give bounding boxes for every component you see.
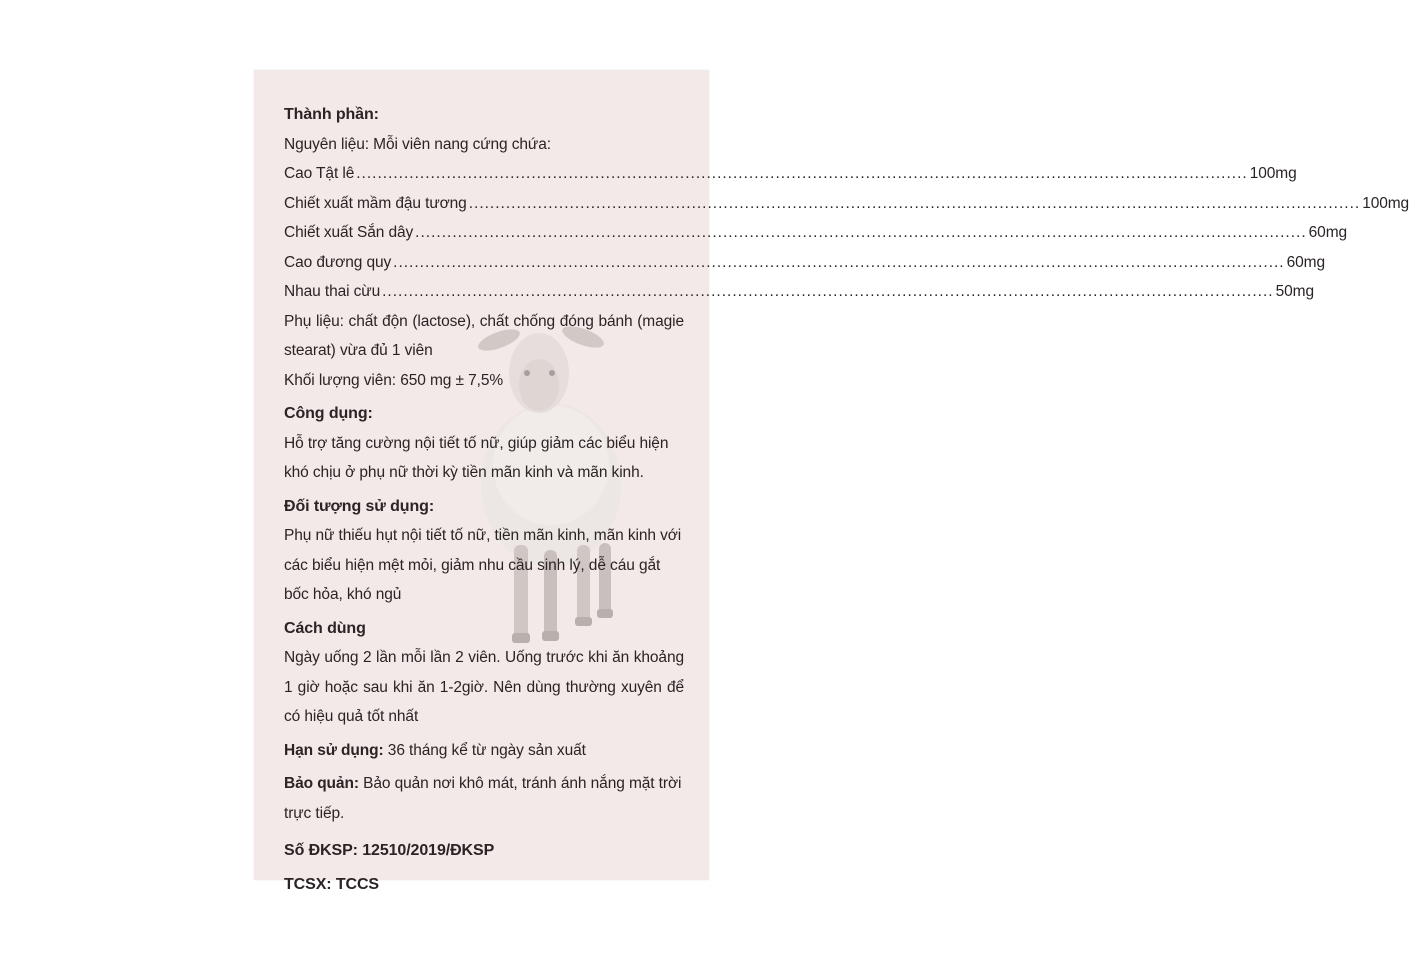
ingredient-name: Chiết xuất mầm đậu tương [284, 194, 467, 212]
ingredient-amount: 50mg [1275, 283, 1314, 300]
label-text [284, 100, 1409, 899]
registration-number: Số ĐKSP: 12510/2019/ĐKSP [284, 842, 495, 859]
ingredient-row [284, 159, 1297, 189]
ingredients-heading: Thành phần: [284, 106, 379, 123]
ingredient-name: Chiết xuất Sắn dây [284, 224, 414, 241]
ingredient-row [284, 189, 1409, 219]
usage-heading: Cách dùng [284, 619, 366, 637]
leader-dots [382, 277, 1273, 307]
leader-dots [469, 189, 1360, 219]
manufacturing-standard: TCSX: TCCS [284, 875, 380, 893]
target-text: Phụ nữ thiếu hụt nội tiết tố nữ, tiền mãn kinh, mãn kinh với các biểu hiện mệt mỏi, giảm nhu cầu sinh lý, dễ cáu gắt bốc hỏa, khó ngủ [284, 527, 682, 603]
product-label-card [254, 70, 1409, 893]
expiry-label: Hạn sử dụng: [284, 741, 384, 759]
expiry-line [284, 736, 684, 766]
ingredient-row [284, 277, 1314, 307]
ingredient-name: Cao Tật lê [284, 165, 355, 182]
leader-dots [393, 248, 1284, 278]
ingredient-row [284, 218, 1348, 248]
capsule-weight: Khối lượng viên: 650 mg ± 7,5% [284, 371, 504, 389]
ingredient-amount: 60mg [1286, 253, 1325, 271]
storage-text: Bảo quản nơi khô mát, tránh ánh nắng mặt trời trực tiếp. [284, 775, 682, 822]
excipients-text: Phụ liệu: chất độn (lactose), chất chống đóng bánh (magie stearat) vừa đủ 1 viên [284, 312, 684, 359]
uses-heading: Công dụng: [284, 405, 373, 422]
ingredient-name: Cao đương quy [284, 253, 392, 271]
uses-text: Hỗ trợ tăng cường nội tiết tố nữ, giúp giảm các biểu hiện khó chịu ở phụ nữ thời kỳ tiền mãn kinh và mãn kinh. [284, 434, 669, 481]
leader-dots [415, 218, 1306, 248]
ingredient-name: Nhau thai cừu [284, 283, 381, 300]
expiry-text: 36 tháng kể từ ngày sản xuất [387, 741, 586, 759]
storage-line [284, 769, 684, 828]
ingredient-amount: 100mg [1249, 165, 1297, 182]
ingredient-row [284, 248, 1325, 278]
ingredient-amount: 60mg [1308, 224, 1348, 241]
usage-text: Ngày uống 2 lần mỗi lần 2 viên. Uống trước khi ăn khoảng 1 giờ hoặc sau khi ăn 1-2giờ. Nên dùng thường xuyên để có hiệu quả tốt nhất [284, 649, 684, 725]
leader-dots [356, 159, 1247, 189]
target-heading: Đối tượng sử dụng: [284, 497, 435, 515]
ingredient-amount: 100mg [1362, 194, 1409, 212]
storage-label: Bảo quản: [284, 775, 359, 792]
ingredients-intro: Nguyên liệu: Mỗi viên nang cứng chứa: [284, 135, 551, 153]
